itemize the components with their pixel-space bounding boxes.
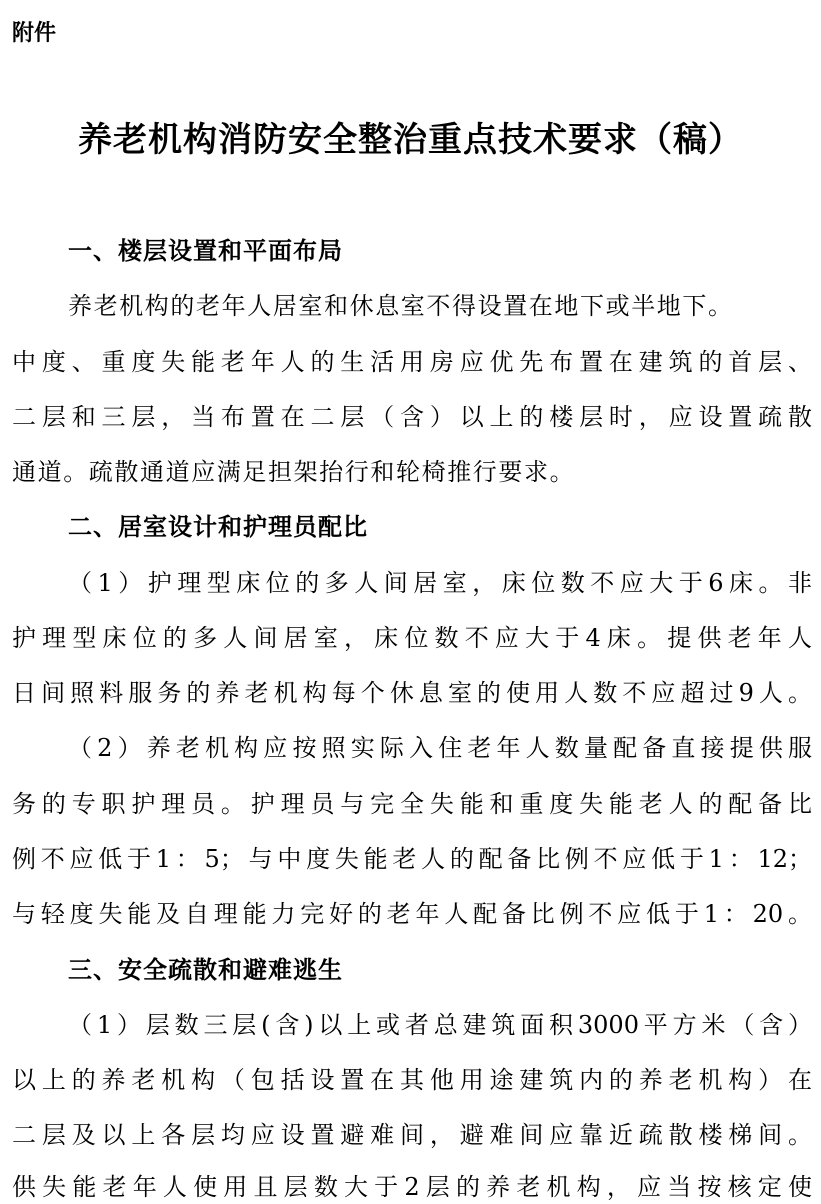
- paragraph-line: 护理型床位的多人间居室，床位数不应大于4床。提供老年人: [12, 624, 812, 652]
- paragraph-line: 养老机构的老年人居室和休息室不得设置在地下或半地下。: [68, 292, 734, 320]
- paragraph-line: 二层和三层，当布置在二层（含）以上的楼层时，应设置疏散: [12, 403, 812, 431]
- paragraph-line: 通道。疏散通道应满足担架抬行和轮椅推行要求。: [12, 458, 576, 486]
- document-title: 养老机构消防安全整治重点技术要求（稿）: [78, 120, 743, 160]
- paragraph-line: （1）层数三层(含)以上或者总建筑面积3000平方米（含）: [68, 1011, 812, 1039]
- section-heading-2: 二、居室设计和护理员配比: [68, 513, 368, 541]
- paragraph-line: （1）护理型床位的多人间居室，床位数不应大于6床。非: [68, 569, 812, 597]
- section-heading-1: 一、楼层设置和平面布局: [68, 237, 343, 265]
- paragraph-line: （2）养老机构应按照实际入住老年人数量配备直接提供服: [68, 734, 812, 762]
- paragraph-line: 例不应低于1：5；与中度失能老人的配备比例不应低于1：12；: [12, 845, 812, 873]
- paragraph-line: 中度、重度失能老年人的生活用房应优先布置在建筑的首层、: [12, 348, 812, 376]
- paragraph-line: 日间照料服务的养老机构每个休息室的使用人数不应超过9人。: [12, 679, 812, 707]
- paragraph-line: 供失能老年人使用且层数大于2层的养老机构，应当按核定使: [12, 1173, 812, 1201]
- paragraph-line: 务的专职护理员。护理员与完全失能和重度失能老人的配备比: [12, 790, 812, 818]
- paragraph-line: 与轻度失能及自理能力完好的老年人配备比例不应低于1：20。: [12, 900, 812, 928]
- section-heading-3: 三、安全疏散和避难逃生: [68, 956, 343, 984]
- paragraph-line: 以上的养老机构（包括设置在其他用途建筑内的养老机构）在: [12, 1066, 812, 1094]
- paragraph-line: 二层及以上各层均应设置避难间，避难间应靠近疏散楼梯间。: [12, 1121, 812, 1149]
- attachment-label: 附件: [12, 21, 57, 46]
